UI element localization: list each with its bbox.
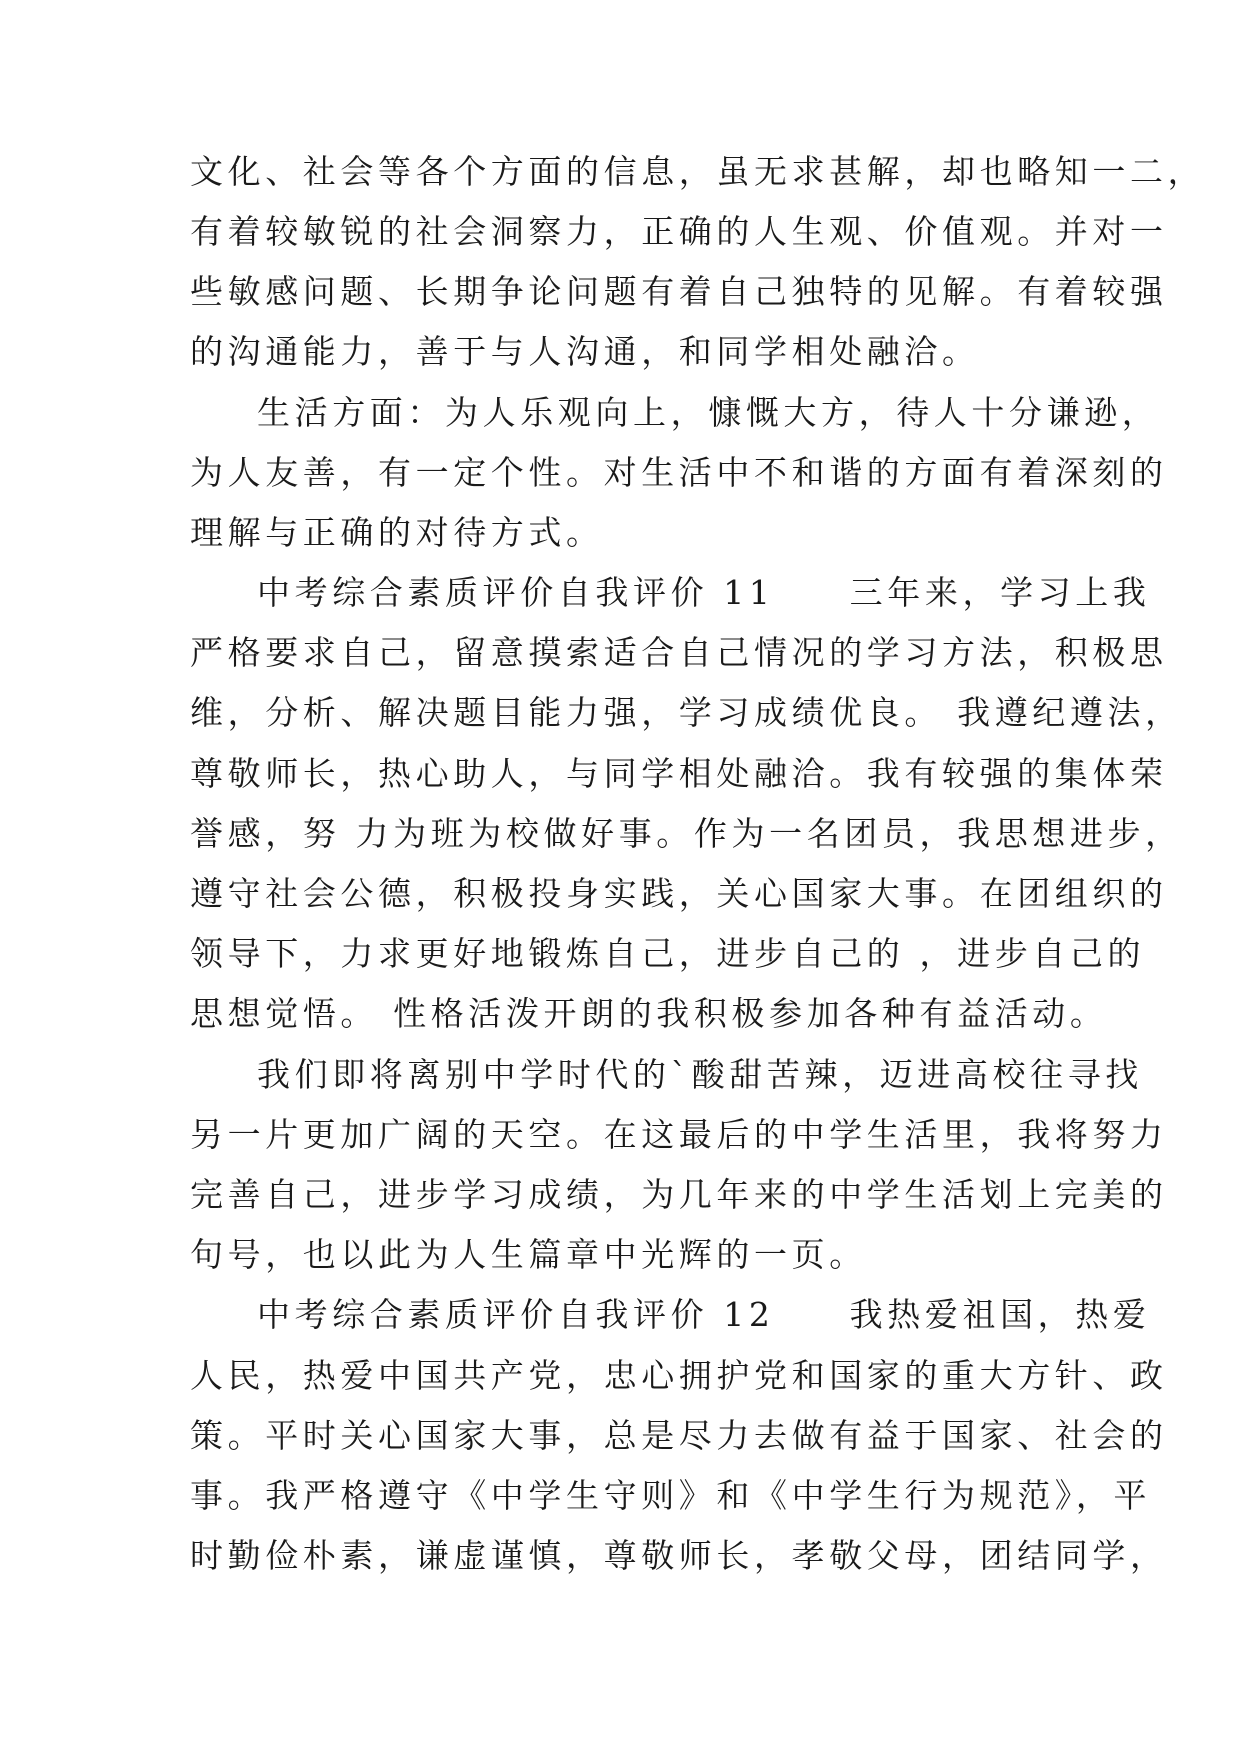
text-line: 领导下，力求更好地锻炼自己，进步自己的 ，进步自己的 xyxy=(190,934,1146,973)
text-line: 我们即将离别中学时代的`酸甜苦辣，迈进高校往寻找 xyxy=(257,1055,1143,1094)
text-line: 思想觉悟。 性格活泼开朗的我积极参加各种有益活动。 xyxy=(190,994,1108,1033)
text-line: 尊敬师长，热心助人，与同学相处融洽。我有较强的集体荣 xyxy=(190,754,1168,793)
text-line: 事。我严格遵守《中学生守则》和《中学生行为规范》，平 xyxy=(190,1476,1152,1515)
text-line: 文化、社会等各个方面的信息，虽无求甚解，却也略知一二， xyxy=(190,152,1206,191)
text-line: 严格要求自己，留意摸索适合自己情况的学习方法，积极思 xyxy=(190,633,1168,672)
text-line: 些敏感问题、长期争论问题有着自己独特的见解。有着较强 xyxy=(190,272,1168,311)
text-line: 的沟通能力，善于与人沟通，和同学相处融洽。 xyxy=(190,332,980,371)
text-line: 中考综合素质评价自我评价 12 我热爱祖国，热爱 xyxy=(257,1295,1151,1334)
text-line: 人民，热爱中国共产党，忠心拥护党和国家的重大方针、政 xyxy=(190,1356,1168,1395)
text-line: 理解与正确的对待方式。 xyxy=(190,513,604,552)
text-line: 中考综合素质评价自我评价 11 三年来，学习上我 xyxy=(257,573,1151,612)
text-line: 有着较敏锐的社会洞察力，正确的人生观、价值观。并对一 xyxy=(190,212,1168,251)
text-line: 策。平时关心国家大事，总是尽力去做有益于国家、社会的 xyxy=(190,1416,1168,1455)
text-line: 维，分析、解决题目能力强，学习成绩优良。 我遵纪遵法， xyxy=(190,693,1183,732)
text-line: 完善自己，进步学习成绩，为几年来的中学生活划上完美的 xyxy=(190,1175,1168,1214)
text-line: 时勤俭朴素，谦虚谨慎，尊敬师长，孝敬父母，团结同学， xyxy=(190,1536,1168,1575)
text-line: 誉感，努 力为班为校做好事。作为一名团员，我思想进步， xyxy=(190,814,1183,853)
text-line: 另一片更加广阔的天空。在这最后的中学生活里，我将努力 xyxy=(190,1115,1168,1154)
text-line: 句号，也以此为人生篇章中光辉的一页。 xyxy=(190,1235,867,1274)
text-line: 生活方面：为人乐观向上，慷慨大方，待人十分谦逊， xyxy=(257,393,1160,432)
text-line: 遵守社会公德，积极投身实践，关心国家大事。在团组织的 xyxy=(190,874,1168,913)
text-line: 为人友善，有一定个性。对生活中不和谐的方面有着深刻的 xyxy=(190,453,1168,492)
